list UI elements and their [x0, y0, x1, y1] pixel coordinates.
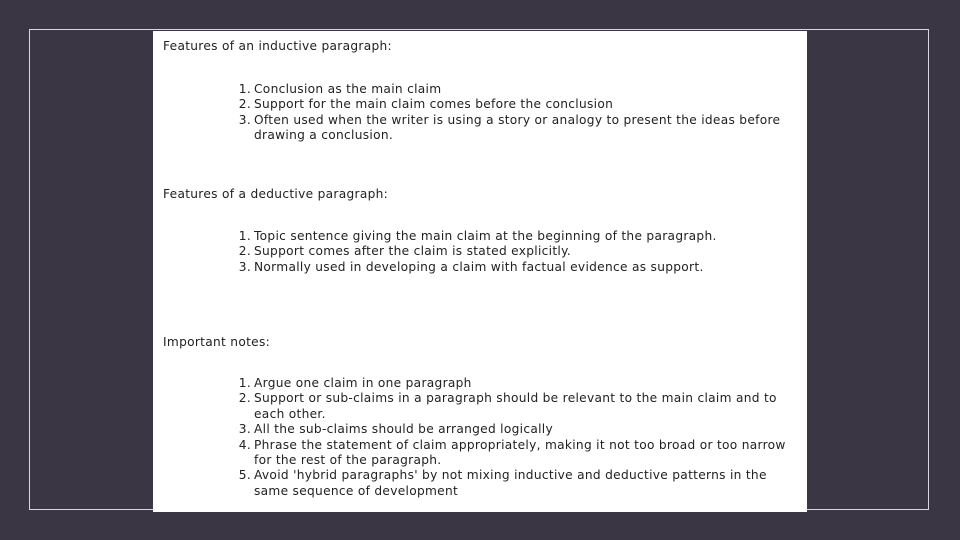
section-heading-deductive: Features of a deductive paragraph:	[163, 187, 389, 201]
important-notes-list	[238, 376, 799, 499]
list-item: 3. All the sub-claims should be arranged logically	[238, 422, 553, 437]
list-item: 1. Conclusion as the main claim	[238, 82, 442, 96]
list-item: 5. Avoid 'hybrid paragraphs' by not mixing inductive and deductive patterns in the same sequence of development	[238, 468, 767, 498]
deductive-features-list	[238, 229, 799, 275]
list-item: 3. Normally used in developing a claim with factual evidence as support.	[238, 259, 704, 274]
section-heading-notes: Important notes:	[163, 335, 271, 349]
list-item: 1. Argue one claim in one paragraph	[238, 376, 472, 390]
list-item: 1. Topic sentence giving the main claim at the beginning of the paragraph.	[238, 229, 717, 243]
document-image	[153, 31, 807, 512]
section-heading-inductive: Features of an inductive paragraph:	[163, 39, 392, 53]
list-item: 2. Support for the main claim comes before the conclusion	[238, 97, 614, 112]
list-item: 3. Often used when the writer is using a story or analogy to present the ideas before drawing a conclusion.	[238, 112, 781, 143]
list-item: 2. Support or sub-claims in a paragraph should be relevant to the main claim and to each other.	[238, 391, 777, 421]
list-item: 4. Phrase the statement of claim appropriately, making it not too broad or too narrow for the rest of the paragraph.	[238, 437, 786, 468]
inductive-features-list	[238, 82, 799, 144]
list-item: 2. Support comes after the claim is stated explicitly.	[238, 244, 572, 259]
